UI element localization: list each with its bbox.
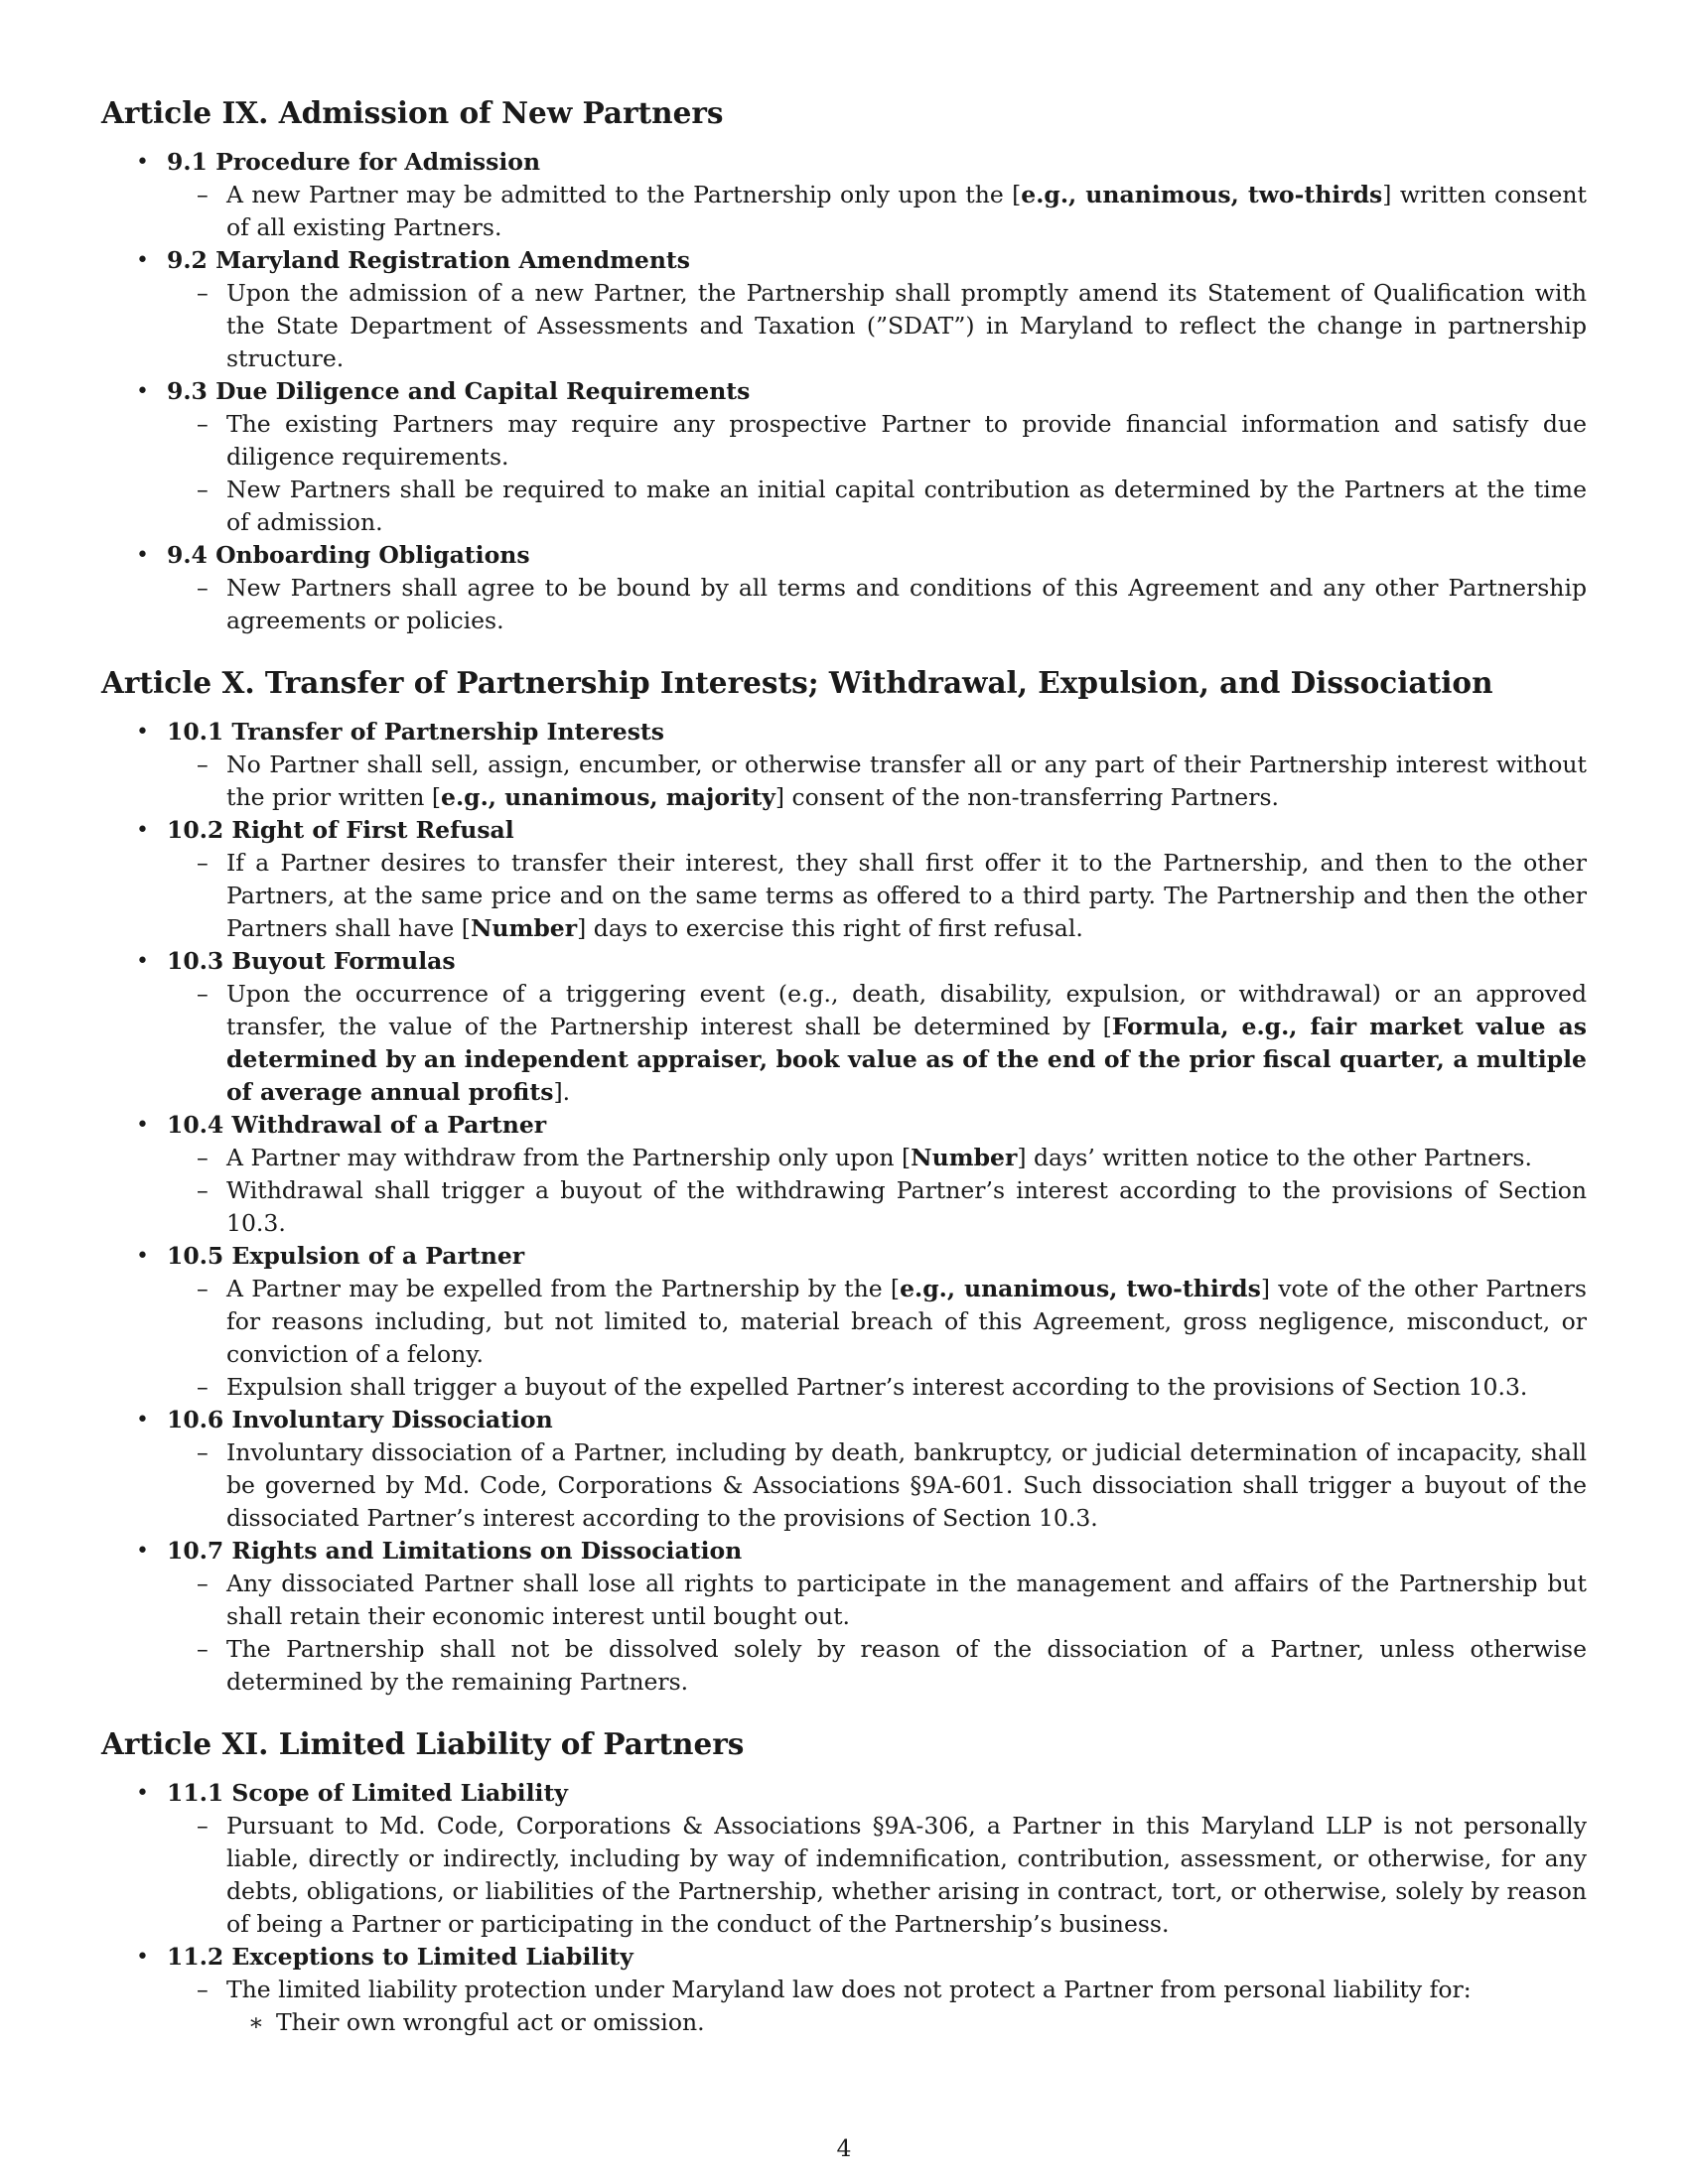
item-text: Upon the occurrence of a triggering event (e.g., death, disability, expulsion, or withdrawal) or an approved transfer, the value of the Partnership interest shall be determined by [ bbox=[226, 979, 1587, 1040]
item-text: Expulsion shall trigger a buyout of the expelled Partner’s interest according to the provisions of Section 10.3. bbox=[226, 1372, 1528, 1401]
section-list bbox=[101, 716, 1587, 1699]
placeholder-text: e.g., unanimous, two-thirds bbox=[1021, 180, 1383, 208]
section bbox=[101, 375, 1587, 539]
section bbox=[101, 1535, 1587, 1699]
section-heading: • 10.1 Transfer of Partnership Interests bbox=[167, 717, 665, 746]
item-text: New Partners shall be required to make an initial capital contribution as determined by the Partners at the time of admission. bbox=[226, 475, 1587, 536]
section-heading: • 9.1 Procedure for Admission bbox=[167, 147, 541, 176]
list-item bbox=[167, 179, 1587, 244]
item-text: Upon the admission of a new Partner, the Partnership shall promptly amend its Statement of Qualification with the State Department of Assessments and Taxation (”SDAT”) in Maryland to reflect the change in partnership structure. bbox=[226, 278, 1587, 372]
section bbox=[101, 244, 1587, 375]
subitem-list bbox=[226, 2006, 1587, 2039]
list-item bbox=[167, 277, 1587, 375]
item-list bbox=[167, 1810, 1587, 1941]
item-text: ]. bbox=[553, 1077, 571, 1106]
item-list bbox=[167, 847, 1587, 945]
list-item bbox=[167, 474, 1587, 539]
item-list bbox=[167, 978, 1587, 1109]
section bbox=[101, 1109, 1587, 1240]
section bbox=[101, 1941, 1587, 2039]
list-item bbox=[167, 1810, 1587, 1941]
item-text: ] consent of the non-transferring Partners. bbox=[774, 782, 1279, 811]
list-item bbox=[167, 1568, 1587, 1633]
item-list bbox=[167, 572, 1587, 637]
list-item bbox=[167, 749, 1587, 814]
item-text: A Partner may withdraw from the Partnership only upon [ bbox=[226, 1143, 912, 1171]
section bbox=[101, 146, 1587, 244]
section-heading: • 11.2 Exceptions to Limited Liability bbox=[167, 1942, 633, 1971]
section-list bbox=[101, 1777, 1587, 2039]
section bbox=[101, 539, 1587, 637]
item-text: ] written consent of all existing Partners. bbox=[226, 180, 1587, 241]
section-heading: • 10.2 Right of First Refusal bbox=[167, 815, 514, 844]
item-text: Pursuant to Md. Code, Corporations & Associations §9A-306, a Partner in this Maryland LLP is not personally liable, directly or indirectly, including by way of indemnification, contribution, assessment, or otherwise, for any debts, obligations, or liabilities of the Partnership, whether arising in contract, tort, or otherwise, solely by reason of being a Partner or participating in the conduct of the Partnership’s business. bbox=[226, 1811, 1587, 1938]
item-list bbox=[167, 179, 1587, 244]
item-text: The Partnership shall not be dissolved solely by reason of the dissociation of a Partner, unless otherwise determined by the remaining Partners. bbox=[226, 1634, 1587, 1696]
list-item bbox=[167, 1633, 1587, 1699]
item-list bbox=[167, 1568, 1587, 1699]
list-item bbox=[167, 1436, 1587, 1535]
item-text: Involuntary dissociation of a Partner, including by death, bankruptcy, or judicial determination of incapacity, shall be governed by Md. Code, Corporations & Associations §9A-601. Such dissociation shall trigger a buyout of the dissociated Partner’s interest according to the provisions of Section 10.3. bbox=[226, 1437, 1587, 1532]
list-item bbox=[167, 978, 1587, 1109]
item-list bbox=[167, 1436, 1587, 1535]
section bbox=[101, 1240, 1587, 1404]
list-item bbox=[167, 408, 1587, 474]
page-number: 4 bbox=[836, 2134, 852, 2162]
list-item bbox=[167, 1273, 1587, 1371]
list-item bbox=[167, 1371, 1587, 1404]
item-text: A Partner may be expelled from the Partnership by the [ bbox=[226, 1274, 901, 1302]
article-title: Article IX. Admission of New Partners bbox=[101, 95, 724, 130]
item-text: If a Partner desires to transfer their interest, they shall first offer it to the Partnership, and then to the other Partners, at the same price and on the same terms as offered to a third party. The Partnership and then the other Partners shall have [ bbox=[226, 848, 1587, 942]
item-list bbox=[167, 1142, 1587, 1240]
section-heading: • 9.3 Due Diligence and Capital Requirements bbox=[167, 376, 751, 405]
section-heading: • 10.7 Rights and Limitations on Dissociation bbox=[167, 1536, 743, 1565]
item-text: The existing Partners may require any prospective Partner to provide financial information and satisfy due diligence requirements. bbox=[226, 409, 1587, 471]
placeholder-text: Formula, e.g., fair market value as determined by an independent appraiser, book value as of the end of the prior fiscal quarter, a multiple of average annual profits bbox=[226, 1012, 1587, 1106]
section-list bbox=[101, 146, 1587, 637]
section-heading: • 11.1 Scope of Limited Liability bbox=[167, 1778, 568, 1807]
list-item bbox=[167, 1974, 1587, 2039]
article-title: Article X. Transfer of Partnership Interests; Withdrawal, Expulsion, and Dissociation bbox=[101, 664, 1493, 700]
article bbox=[101, 665, 1587, 1699]
subitem: ∗ Their own wrongful act or omission. bbox=[226, 2006, 1587, 2039]
placeholder-text: Number bbox=[470, 913, 578, 942]
list-item bbox=[167, 1142, 1587, 1174]
section bbox=[101, 716, 1587, 814]
section-heading: • 10.6 Involuntary Dissociation bbox=[167, 1405, 553, 1433]
section-heading: • 10.3 Buyout Formulas bbox=[167, 946, 456, 975]
section-heading: • 9.4 Onboarding Obligations bbox=[167, 540, 530, 569]
section-heading: • 10.4 Withdrawal of a Partner bbox=[167, 1110, 547, 1139]
list-item bbox=[167, 847, 1587, 945]
item-text: New Partners shall agree to be bound by all terms and conditions of this Agreement and any other Partnership agreements or policies. bbox=[226, 573, 1587, 634]
document-page bbox=[101, 95, 1587, 2067]
section-heading: • 10.5 Expulsion of a Partner bbox=[167, 1241, 525, 1270]
placeholder-text: e.g., unanimous, two-thirds bbox=[900, 1274, 1261, 1302]
section bbox=[101, 1777, 1587, 1941]
item-text: ] days to exercise this right of first refusal. bbox=[577, 913, 1083, 942]
section bbox=[101, 814, 1587, 945]
list-item bbox=[167, 1174, 1587, 1240]
item-text: Any dissociated Partner shall lose all rights to participate in the management and affairs of the Partnership but shall retain their economic interest until bought out. bbox=[226, 1569, 1587, 1630]
section bbox=[101, 945, 1587, 1109]
item-text: No Partner shall sell, assign, encumber, or otherwise transfer all or any part of their Partnership interest without the prior written [ bbox=[226, 750, 1587, 811]
item-text: ] days’ written notice to the other Partners. bbox=[1017, 1143, 1532, 1171]
item-list bbox=[167, 277, 1587, 375]
article bbox=[101, 1726, 1587, 2039]
article bbox=[101, 95, 1587, 637]
item-text: The limited liability protection under Maryland law does not protect a Partner from personal liability for: bbox=[226, 1975, 1472, 2003]
item-text: A new Partner may be admitted to the Partnership only upon the [ bbox=[226, 180, 1022, 208]
item-list bbox=[167, 1974, 1587, 2039]
item-list bbox=[167, 1273, 1587, 1404]
section-heading: • 9.2 Maryland Registration Amendments bbox=[167, 245, 691, 274]
placeholder-text: e.g., unanimous, majority bbox=[441, 782, 775, 811]
item-text: ] vote of the other Partners for reasons including, but not limited to, material breach of this Agreement, gross negligence, misconduct, or conviction of a felony. bbox=[226, 1274, 1587, 1368]
article-title: Article XI. Limited Liability of Partners bbox=[101, 1725, 745, 1761]
item-list bbox=[167, 749, 1587, 814]
item-list bbox=[167, 408, 1587, 539]
list-item bbox=[167, 572, 1587, 637]
item-text: Withdrawal shall trigger a buyout of the withdrawing Partner’s interest according to the provisions of Section 10.3. bbox=[226, 1175, 1587, 1237]
placeholder-text: Number bbox=[911, 1143, 1018, 1171]
section bbox=[101, 1404, 1587, 1535]
